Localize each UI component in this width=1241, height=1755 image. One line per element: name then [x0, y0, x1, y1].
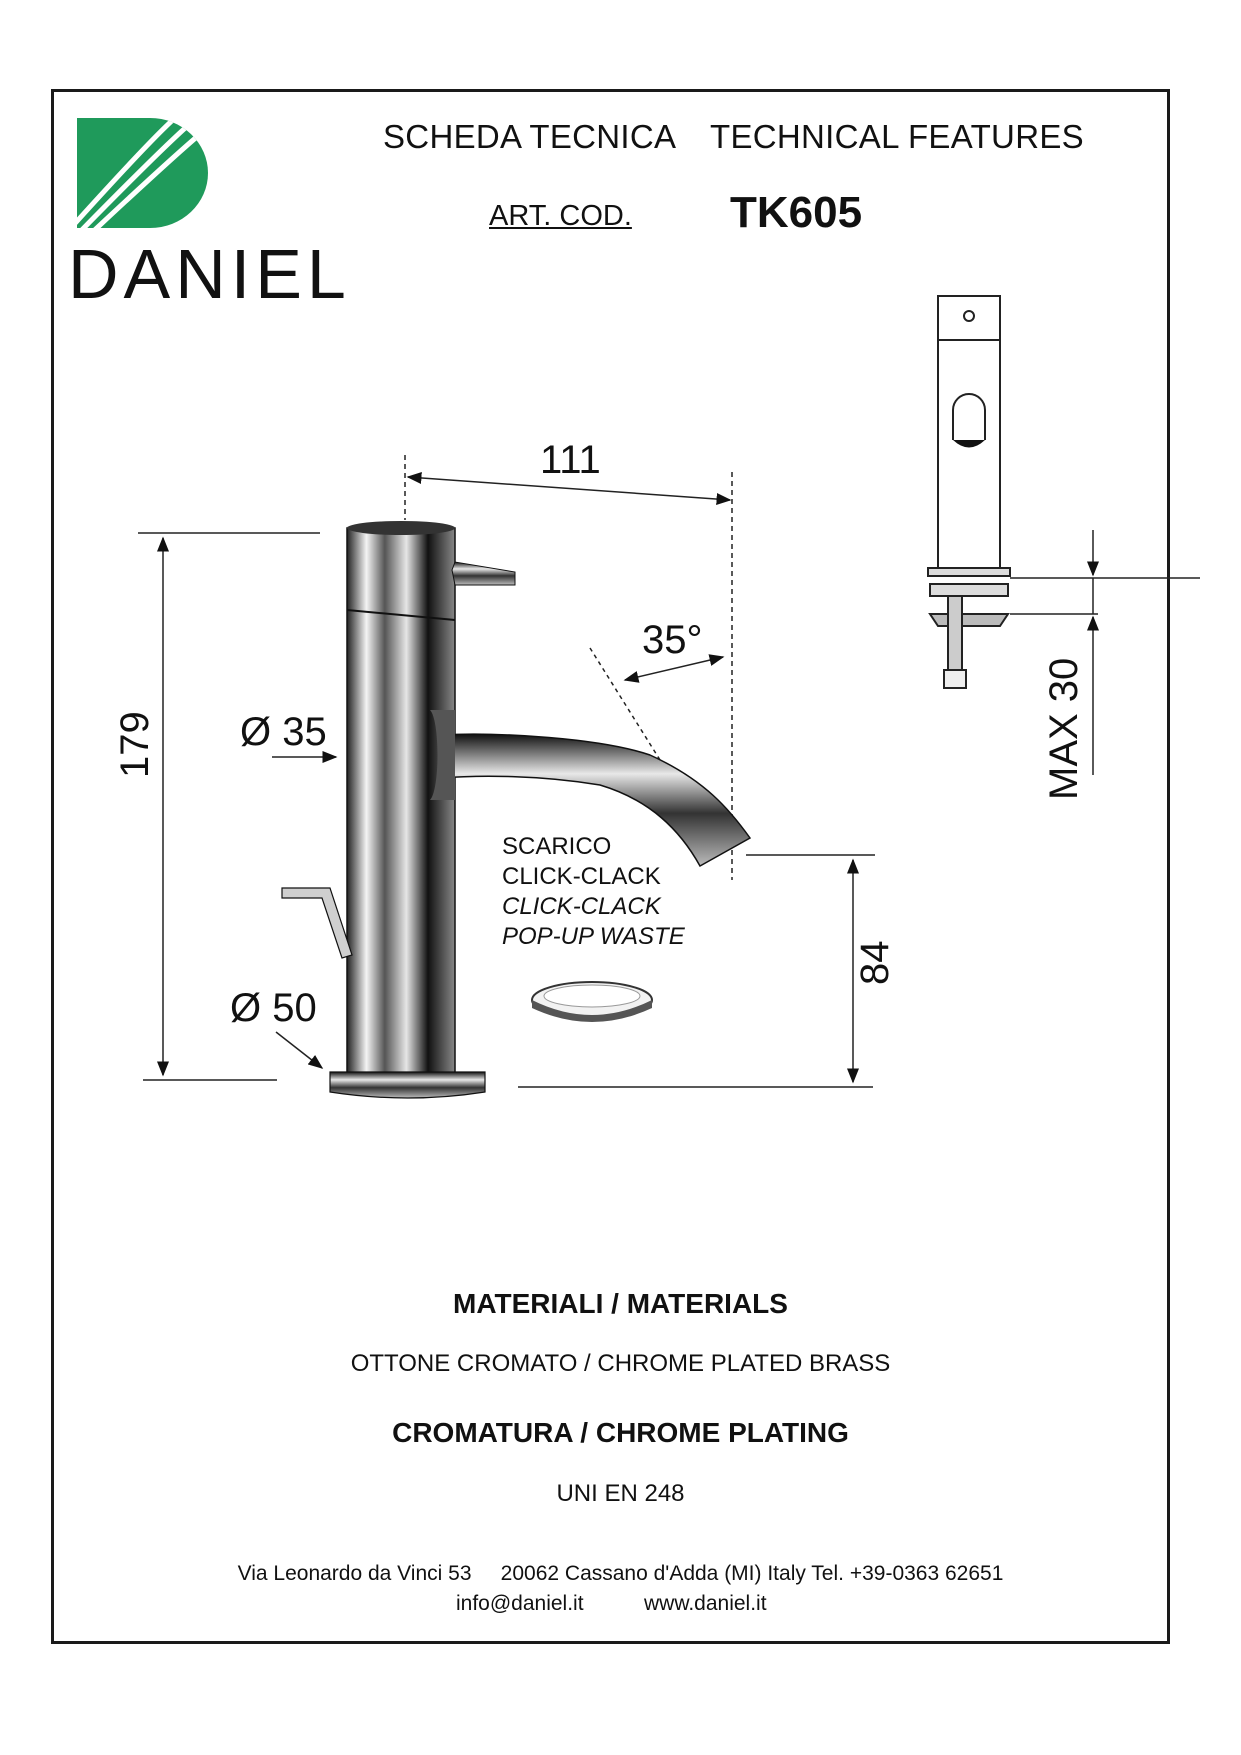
waste-note-line2: CLICK-CLACK	[502, 863, 661, 890]
max-thickness-label: MAX 30	[1042, 657, 1086, 800]
dimension-height-label: 179	[113, 711, 157, 778]
base-diameter-label: Ø 50	[230, 986, 317, 1030]
spout-height-label: 84	[853, 940, 897, 985]
waste-note-line1: SCARICO	[502, 833, 612, 860]
art-cod-label: ART. COD.	[489, 200, 632, 232]
body-diameter-label: Ø 35	[240, 710, 327, 754]
footer-website[interactable]: www.daniel.it	[644, 1592, 767, 1615]
title-english: TECHNICAL FEATURES	[710, 118, 1084, 155]
materials-value: OTTONE CROMATO / CHROME PLATED BRASS	[350, 1350, 891, 1377]
brand-name: DANIEL	[68, 235, 351, 313]
footer-address: Via Leonardo da Vinci 53 20062 Cassano d'Adda (MI) Italy Tel. +39-0363 62651	[237, 1562, 1004, 1585]
title-italian: SCHEDA TECNICA	[383, 118, 677, 155]
materials-heading: MATERIALI / MATERIALS	[453, 1288, 788, 1319]
plating-value: UNI EN 248	[556, 1480, 685, 1507]
dimension-width-label: 111	[540, 438, 601, 482]
waste-note-line4: POP-UP WASTE	[502, 923, 685, 950]
waste-note	[502, 832, 685, 952]
plating-heading: CROMATURA / CHROME PLATING	[392, 1417, 849, 1448]
dimension-angle-label: 35°	[642, 618, 703, 662]
footer-email[interactable]: info@daniel.it	[456, 1592, 584, 1615]
waste-note-line3: CLICK-CLACK	[502, 893, 661, 920]
article-code: TK605	[730, 188, 863, 237]
